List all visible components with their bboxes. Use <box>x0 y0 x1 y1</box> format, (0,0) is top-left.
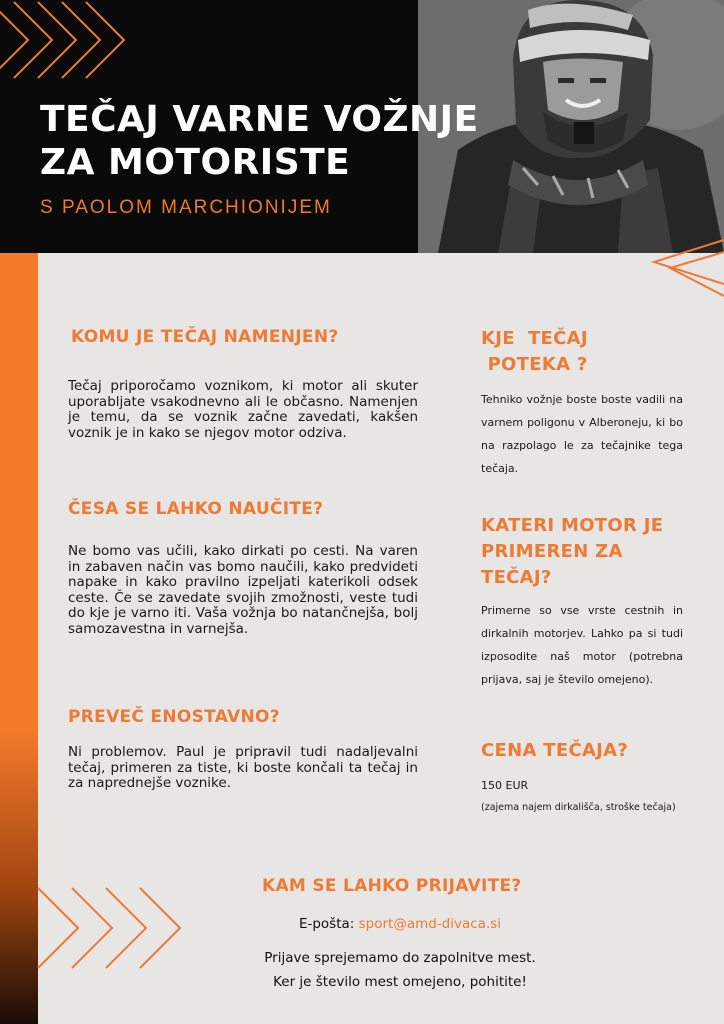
text-cesa: Ne bomo vas učili, kako dirkati po cesti. Na varen in zabaven način vas bomo naučili, kako predvideti napake in kako pravilno izpeljati katerikoli odsek ceste. Če se zavedate svojih zmožnosti, veste tudi do kje je varno iti. Vaša vožnja bo natančnejša, bolj samozavestna in varnejša. <box>68 543 418 637</box>
subtitle: S PAOLOM MARCHIONIJEM <box>40 197 332 218</box>
heading-kateri-line-3: TEČAJ? <box>481 567 552 588</box>
heading-kje-line-1: KJE TEČAJ <box>481 328 588 349</box>
header-banner <box>0 0 724 253</box>
heading-prevec: PREVEČ ENOSTAVNO? <box>68 707 280 727</box>
title-line-2: ZA MOTORISTE <box>40 142 351 183</box>
price-value: 150 EUR <box>481 779 529 792</box>
text-prevec: Ni problemov. Paul je pripravil tudi nadaljevalni tečaj, primeren za tiste, ki boste končali ta tečaj in za naprednejše voznike. <box>68 744 418 791</box>
text-kateri-motor: Primerne so vse vrste cestnih in dirkalnih motorjev. Lahko pa si tudi izposodite naš motor (potrebna prijava, saj je število omejeno). <box>481 604 683 686</box>
price-note: (zajema najem dirkališča, stroške tečaja) <box>481 802 676 813</box>
heading-prijava: KAM SE LAHKO PRIJAVITE? <box>262 876 522 896</box>
heading-kateri-motor <box>481 513 663 591</box>
signup-note-1: Prijave sprejemamo do zapolnitve mest. <box>264 950 536 966</box>
chevron-pattern-bottom <box>36 884 196 974</box>
email-link[interactable]: sport@amd-divaca.si <box>358 916 502 932</box>
heading-kje <box>481 326 588 378</box>
heading-cesa: ČESA SE LAHKO NAUČITE? <box>68 499 324 519</box>
chevron-right-icon <box>648 238 724 314</box>
heading-kje-line-2: POTEKA ? <box>481 354 588 375</box>
text-kje: Tehniko vožnje boste boste vadili na varnem poligonu v Alberoneju, ki bo na razpolago le za tečajnike tega tečaja. <box>481 393 683 475</box>
heading-kateri-line-1: KATERI MOTOR JE <box>481 515 664 536</box>
signup-note-2: Ker je število mest omejeno, pohitite! <box>273 974 527 990</box>
heading-cena: CENA TEČAJA? <box>481 740 629 761</box>
text-komu: Tečaj priporočamo voznikom, ki motor ali skuter uporabljate vsakodnevno ali le občasno. Namenjen je temu, da se voznik začne zavedati, kakšen voznik je in kako se njegov motor odziva. <box>68 378 418 441</box>
title-line-1: TEČAJ VARNE VOŽNJE <box>40 99 479 140</box>
heading-komu: KOMU JE TEČAJ NAMENJEN? <box>71 327 339 347</box>
chevron-pattern-top <box>0 0 160 90</box>
left-accent-bar <box>0 253 38 1024</box>
page-title <box>40 98 479 184</box>
email-label: E-pošta: <box>298 916 359 932</box>
heading-kateri-line-2: PRIMEREN ZA <box>481 541 623 562</box>
email-line <box>230 916 570 932</box>
